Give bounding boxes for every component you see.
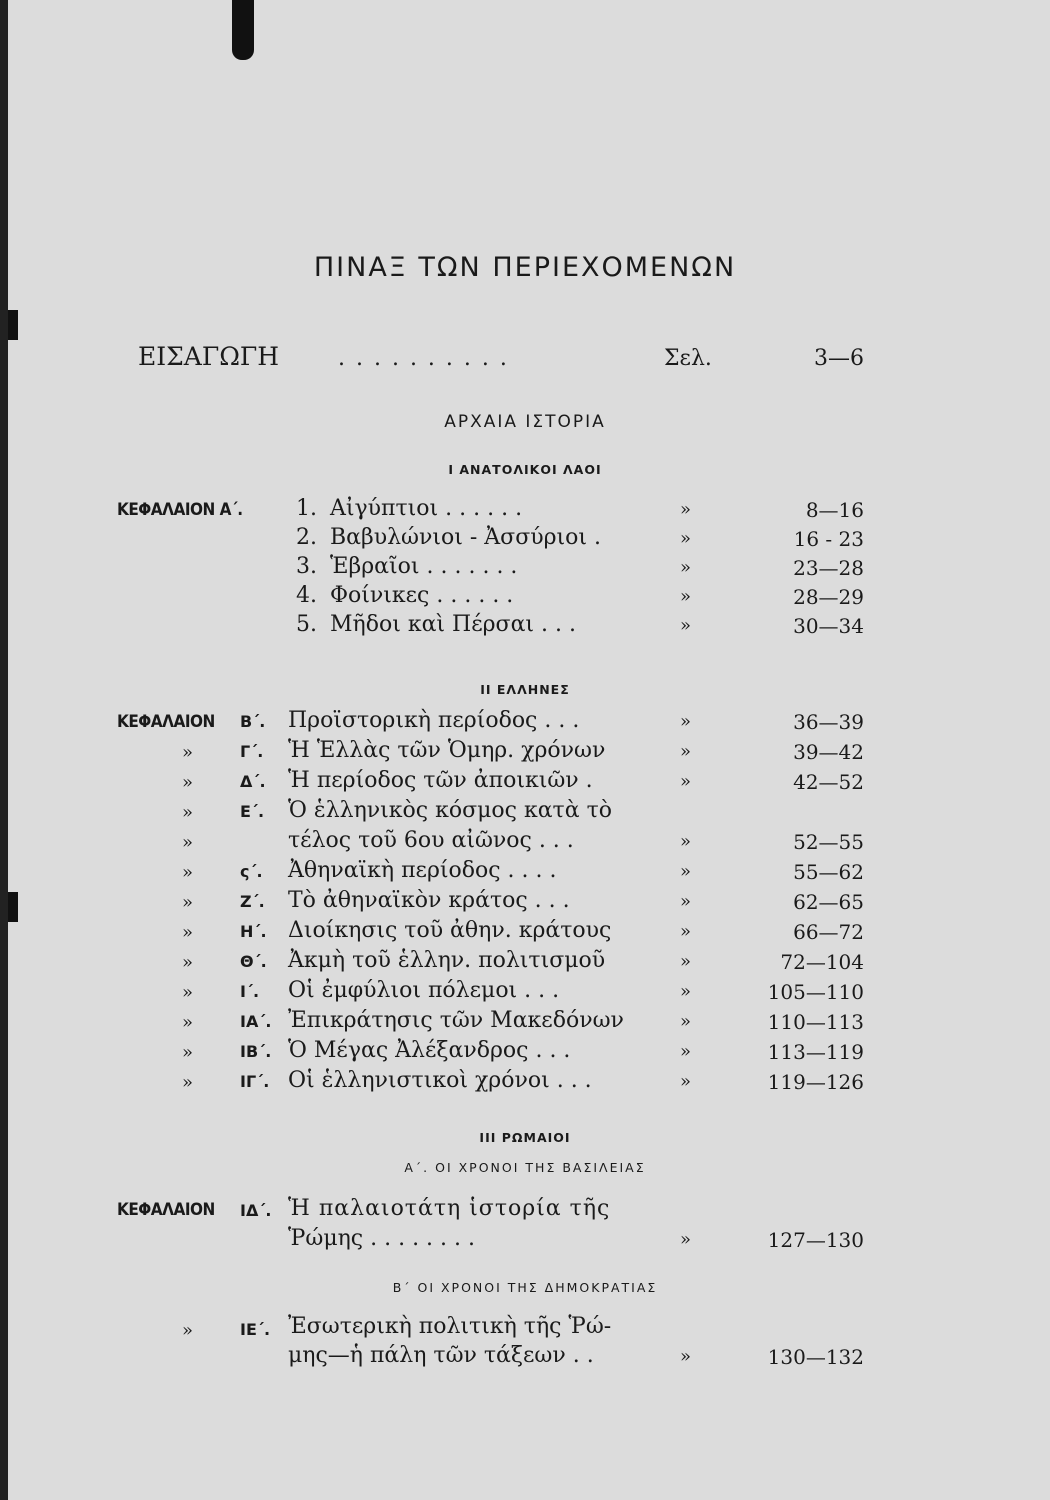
part3-heading: ΙΙΙ ΡΩΜΑΙΟΙ <box>479 1130 571 1145</box>
ditto-mark: » <box>182 952 194 973</box>
ditto-mark: » <box>182 862 194 883</box>
page-mark: » <box>680 557 692 578</box>
entry-b-line1: Ἐσωτερικὴ πολιτικὴ τῆς Ῥώ- <box>288 1314 612 1339</box>
section-ancient-history: ΑΡΧΑΙΑ ΙΣΤΟΡΙΑ <box>444 412 606 432</box>
page-mark: » <box>680 615 692 636</box>
ditto-mark: » <box>182 832 194 853</box>
entry-title: Προϊστορικὴ περίοδος . . . <box>288 708 580 733</box>
page-mark: » <box>680 499 692 520</box>
entry-title: Ἀθηναϊκὴ περίοδος . . . . <box>288 858 557 883</box>
intro-dots: . . . . . . . . . . <box>338 346 509 371</box>
entry-b-left: » <box>182 1320 194 1341</box>
chapter-numeral: Δ΄. <box>240 772 266 791</box>
page-mark: » <box>680 891 692 912</box>
scan-mark-top <box>232 0 254 60</box>
intro-pages: 3—6 <box>814 346 864 371</box>
chapter-numeral: Η΄. <box>240 922 267 941</box>
chapter-numeral: ΙΑ΄. <box>240 1012 272 1031</box>
ditto-mark: » <box>182 772 194 793</box>
page-mark: » <box>680 981 692 1002</box>
scan-mark-left-1 <box>8 310 18 340</box>
page-title: ΠΙΝΑΞ ΤΩΝ ΠΕΡΙΕΧΟΜΕΝΩΝ <box>313 252 737 283</box>
chapter-numeral: ΙΒ΄. <box>240 1042 272 1061</box>
entry-pages: 62—65 <box>793 890 864 914</box>
entry-title: Φοίνικες . . . . . . <box>330 583 514 608</box>
ditto-mark: » <box>182 982 194 1003</box>
part1-heading: Ι ΑΝΑΤΟΛΙΚΟΙ ΛΑΟΙ <box>448 462 602 477</box>
entry-b-line2: μης—ἡ πάλη τῶν τάξεων . . <box>288 1343 594 1368</box>
page-mark: » <box>680 951 692 972</box>
entry-title: Οἱ ἑλληνιστικοὶ χρόνοι . . . <box>288 1068 592 1093</box>
chapter-label: ΚΕΦΑΛΑΙΟΝ <box>117 712 215 732</box>
entry-pages: 30—34 <box>793 614 864 638</box>
chapter-numeral: Β΄. <box>240 712 266 731</box>
entry-b-mark: » <box>680 1346 692 1367</box>
intro-sel: Σελ. <box>664 346 712 371</box>
entry-pages: 113—119 <box>767 1040 864 1064</box>
ditto-mark: » <box>182 742 194 763</box>
part3-subheading-b: Β΄ ΟΙ ΧΡΟΝΟΙ ΤΗΣ ΔΗΜΟΚΡΑΤΙΑΣ <box>392 1280 658 1295</box>
entry-b-pages: 130—132 <box>767 1345 864 1369</box>
entry-title: Ἀκμὴ τοῦ ἑλλην. πολιτισμοῦ <box>288 948 606 973</box>
entry-a-left: ΚΕΦΑΛΑΙΟΝ <box>117 1200 215 1220</box>
page-mark: » <box>680 1041 692 1062</box>
chapter-numeral: Ε΄. <box>240 802 265 821</box>
entry-title: Μῆδοι καὶ Πέρσαι . . . <box>330 612 577 637</box>
entry-pages: 23—28 <box>793 556 864 580</box>
part3-subheading-a: Α΄. ΟΙ ΧΡΟΝΟΙ ΤΗΣ ΒΑΣΙΛΕΙΑΣ <box>404 1160 646 1175</box>
part2-heading: ΙΙ ΕΛΛΗΝΕΣ <box>480 682 570 697</box>
entry-number: 5. <box>296 612 317 637</box>
ditto-mark: » <box>182 922 194 943</box>
entry-title: Ὁ ἑλληνικὸς κόσμος κατὰ τὸ <box>288 798 612 823</box>
entry-number: 1. <box>296 496 317 521</box>
entry-pages: 105—110 <box>767 980 864 1004</box>
entry-pages: 72—104 <box>780 950 864 974</box>
page-mark: » <box>680 771 692 792</box>
ditto-mark: » <box>182 892 194 913</box>
entry-title: τέλος τοῦ 6ου αἰῶνος . . . <box>288 828 574 853</box>
entry-pages: 36—39 <box>793 710 864 734</box>
entry-a-line1: Ἡ παλαιοτάτη ἱστορία τῆς <box>288 1196 611 1221</box>
page-mark: » <box>680 831 692 852</box>
entry-pages: 55—62 <box>793 860 864 884</box>
intro-label: ΕΙΣΑΓΩΓΗ <box>138 342 280 371</box>
page-mark: » <box>680 861 692 882</box>
chapter-numeral: Θ΄. <box>240 952 267 971</box>
entry-title: Οἱ ἐμφύλιοι πόλεμοι . . . <box>288 978 560 1003</box>
entry-b-roman: ΙΕ΄. <box>240 1320 271 1339</box>
ditto-mark: » <box>182 1012 194 1033</box>
page-mark: » <box>680 586 692 607</box>
entry-pages: 8—16 <box>805 498 864 522</box>
entry-a-roman: ΙΔ΄. <box>240 1201 272 1220</box>
entry-title: Ἡ περίοδος τῶν ἀποικιῶν . <box>288 768 593 793</box>
page-mark: » <box>680 528 692 549</box>
entry-pages: 119—126 <box>767 1070 864 1094</box>
entry-title: Αἰγύπτιοι . . . . . . <box>330 496 523 521</box>
entry-title: Ὁ Μέγας Ἀλέξανδρος . . . <box>288 1038 571 1063</box>
entry-pages: 28—29 <box>793 585 864 609</box>
entry-title: Ἐπικράτησις τῶν Μακεδόνων <box>288 1008 624 1033</box>
entry-title: Ἡ Ἑλλὰς τῶν Ὁμηρ. χρόνων <box>288 738 606 763</box>
page-mark: » <box>680 1011 692 1032</box>
chapter-numeral: Ι΄. <box>240 982 260 1001</box>
entry-a-line2: Ῥώμης . . . . . . . . <box>288 1226 476 1251</box>
ditto-mark: » <box>182 1042 194 1063</box>
entry-title: Ἑβραῖοι . . . . . . . <box>330 554 518 579</box>
entry-a-pages: 127—130 <box>767 1228 864 1252</box>
ditto-mark: » <box>182 802 194 823</box>
page-mark: » <box>680 921 692 942</box>
entry-pages: 110—113 <box>767 1010 864 1034</box>
entry-pages: 52—55 <box>793 830 864 854</box>
page-mark: » <box>680 1071 692 1092</box>
entry-pages: 39—42 <box>793 740 864 764</box>
entry-pages: 16 - 23 <box>793 527 864 551</box>
chapter-numeral: ΙΓ΄. <box>240 1072 270 1091</box>
scan-edge <box>0 0 8 1500</box>
entry-number: 3. <box>296 554 317 579</box>
entry-title: Διοίκησις τοῦ ἀθην. κράτους <box>288 918 612 943</box>
page-mark: » <box>680 741 692 762</box>
entry-title: Τὸ ἀθηναϊκὸν κράτος . . . <box>288 888 570 913</box>
entry-title: Βαβυλώνιοι - Ἀσσύριοι . <box>330 525 602 550</box>
page-mark: » <box>680 711 692 732</box>
entry-pages: 66—72 <box>793 920 864 944</box>
part1-chapter: ΚΕΦΑΛΑΙΟΝ Α΄. <box>117 500 243 520</box>
scan-mark-left-2 <box>8 892 18 922</box>
chapter-numeral: ς΄. <box>240 862 263 881</box>
entry-pages: 42—52 <box>793 770 864 794</box>
entry-number: 2. <box>296 525 317 550</box>
entry-number: 4. <box>296 583 317 608</box>
chapter-numeral: Ζ΄. <box>240 892 265 911</box>
entry-a-mark: » <box>680 1229 692 1250</box>
ditto-mark: » <box>182 1072 194 1093</box>
chapter-numeral: Γ΄. <box>240 742 264 761</box>
